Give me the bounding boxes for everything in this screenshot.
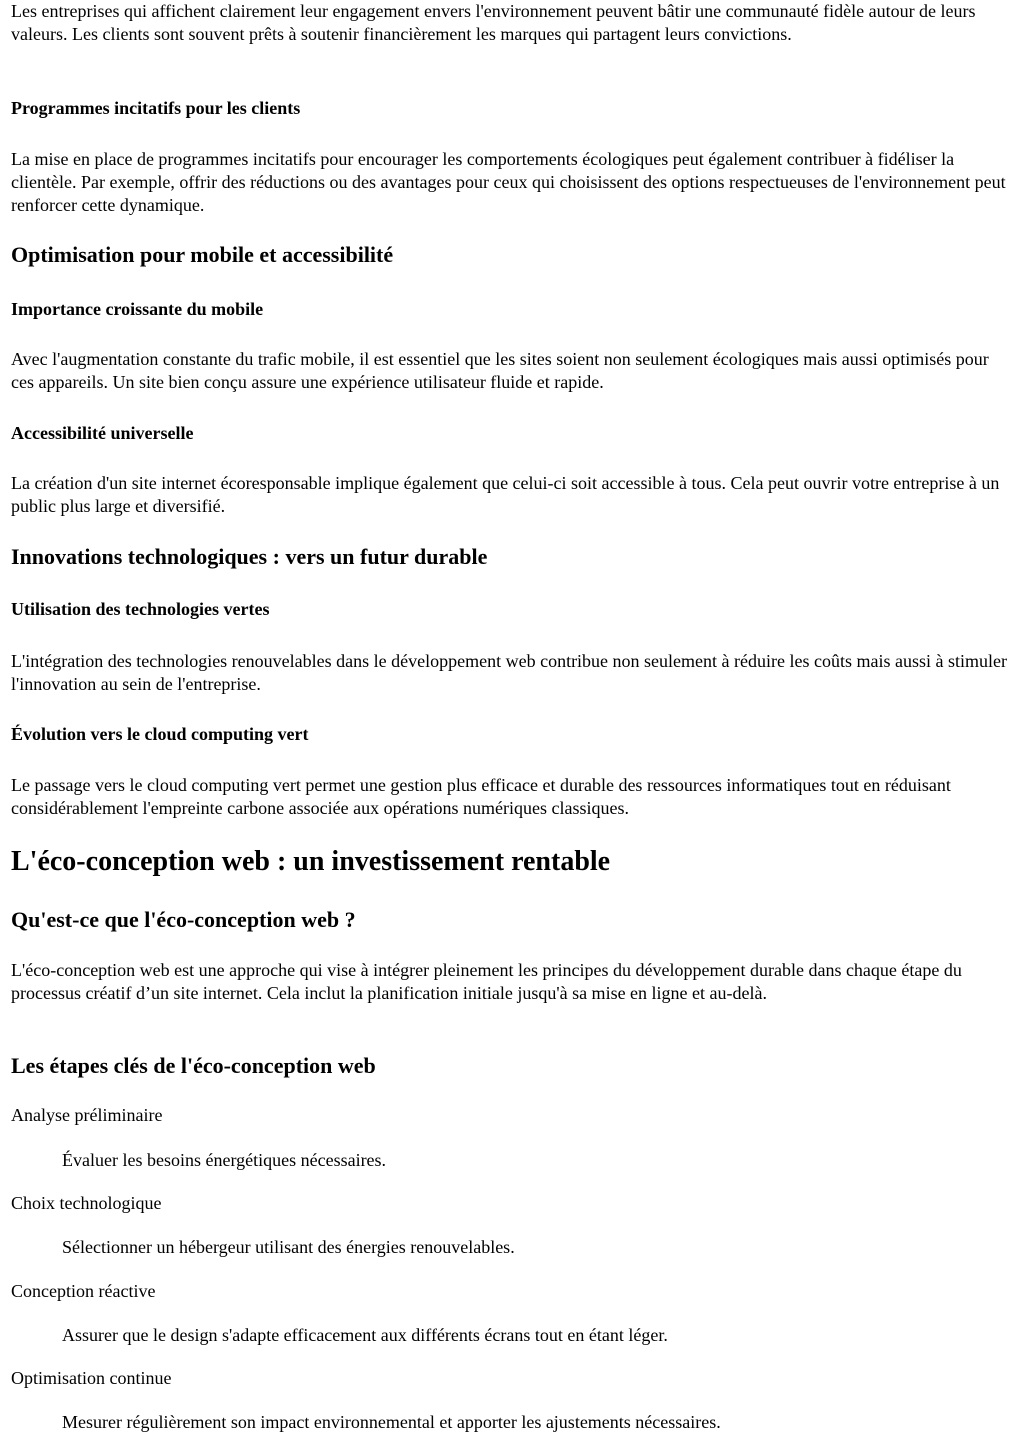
paragraph-accessibility: La création d'un site internet écoresponsable implique également que celui-ci soit accessible à tous. Cela peut ouvrir votre entreprise à un public plus large et diversifié. [11, 473, 1000, 516]
step-description: Sélectionner un hébergeur utilisant des énergies renouvelables. [62, 1237, 515, 1257]
step-term: Optimisation continue [11, 1368, 172, 1388]
paragraph-green-cloud: Le passage vers le cloud computing vert permet une gestion plus efficace et durable des ressources informatiques tout en réduisant considérablement l'empreinte carbone associée aux opérations numériques classiques. [11, 775, 951, 818]
heading-what-is-eco-design: Qu'est-ce que l'éco-conception web ? [11, 907, 356, 932]
heading-innovations: Innovations technologiques : vers un futur durable [11, 544, 488, 569]
step-term: Analyse préliminaire [11, 1105, 163, 1125]
heading-mobile-importance: Importance croissante du mobile [11, 299, 264, 319]
paragraph-intro: Les entreprises qui affichent clairement leur engagement envers l'environnement peuvent bâtir une communauté fidèle autour de leurs valeurs. Les clients sont souvent prêts à soutenir financièrement les marques qui partagent leurs convictions. [11, 1, 976, 44]
step-description: Mesurer régulièrement son impact environnemental et apporter les ajustements nécessaires. [62, 1412, 721, 1432]
heading-key-steps: Les étapes clés de l'éco-conception web [11, 1053, 376, 1078]
step-description: Évaluer les besoins énergétiques nécessaires. [62, 1150, 387, 1170]
heading-universal-accessibility: Accessibilité universelle [11, 423, 194, 443]
heading-green-tech: Utilisation des technologies vertes [11, 599, 270, 619]
paragraph-mobile: Avec l'augmentation constante du trafic mobile, il est essentiel que les sites soient non seulement écologiques mais aussi optimisés pour ces appareils. Un site bien conçu assure une expérience utilisateur fluide et rapide. [11, 349, 989, 392]
paragraph-green-tech: L'intégration des technologies renouvelables dans le développement web contribue non seulement à réduire les coûts mais aussi à stimuler l'innovation au sein de l'entreprise. [11, 651, 1007, 694]
step-description: Assurer que le design s'adapte efficacement aux différents écrans tout en étant léger. [62, 1325, 668, 1345]
heading-mobile-accessibility: Optimisation pour mobile et accessibilité [11, 242, 394, 267]
heading-incentives: Programmes incitatifs pour les clients [11, 98, 301, 118]
paragraph-incentives: La mise en place de programmes incitatifs pour encourager les comportements écologiques peut également contribuer à fidéliser la clientèle. Par exemple, offrir des réductions ou des avantages pour ceux qui choisissent des options respectueuses de l'environnement peut renforcer cette dynamique. [11, 149, 1006, 215]
heading-eco-design: L'éco-conception web : un investissement rentable [11, 846, 611, 877]
heading-green-cloud: Évolution vers le cloud computing vert [11, 724, 309, 744]
step-term: Choix technologique [11, 1193, 162, 1213]
step-term: Conception réactive [11, 1281, 156, 1301]
paragraph-what-is-eco-design: L'éco-conception web est une approche qui vise à intégrer pleinement les principes du développement durable dans chaque étape du processus créatif d’un site internet. Cela inclut la planification initiale jusqu'à sa mise en ligne et au-delà. [11, 960, 962, 1003]
